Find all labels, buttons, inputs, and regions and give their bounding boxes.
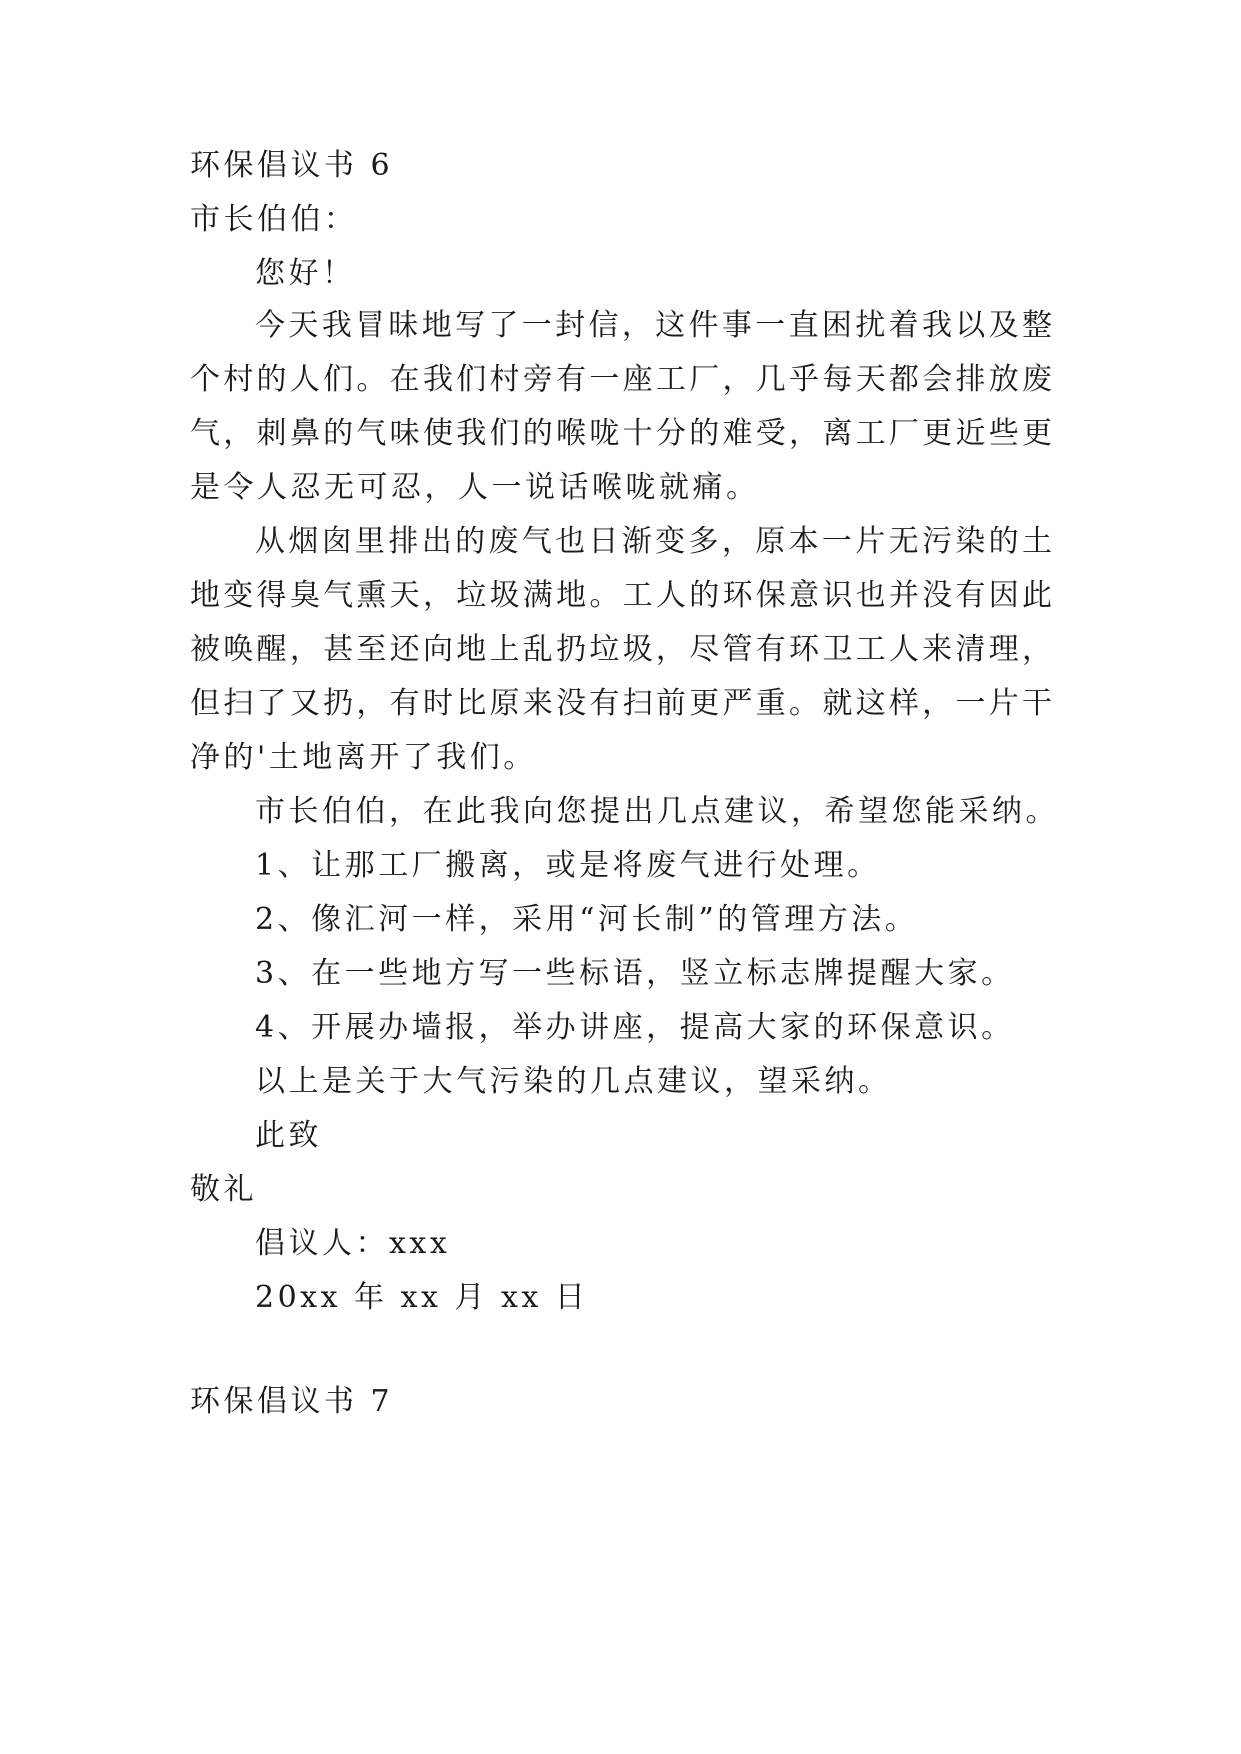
jingli: 敬礼 <box>190 1172 257 1207</box>
paragraph-line: 从烟囱里排出的废气也日渐变多，原本一片无污染的土 <box>255 524 1052 559</box>
paragraph-line: 地变得臭气熏天，垃圾满地。工人的环保意识也并没有因此 <box>190 578 1052 613</box>
suggestion-item: 1、让那工厂搬离，或是将废气进行处理。 <box>255 848 881 883</box>
paragraph-line: 是令人忍无可忍，人一说话喉咙就痛。 <box>190 470 760 505</box>
paragraph-line: 个村的人们。在我们村旁有一座工厂，几乎每天都会排放废 <box>190 362 1052 397</box>
suggestion-intro: 市长伯伯，在此我向您提出几点建议，希望您能采纳。 <box>255 794 1059 829</box>
date: 20xx 年 xx 月 xx 日 <box>255 1280 589 1315</box>
suggestion-item: 4、开展办墙报，举办讲座，提高大家的环保意识。 <box>255 1010 1015 1045</box>
paragraph-line: 净的'土地离开了我们。 <box>190 740 537 775</box>
paragraph-line: 气，刺鼻的气味使我们的喉咙十分的难受，离工厂更近些更 <box>190 416 1052 451</box>
section-title: 环保倡议书 7 <box>190 1384 394 1419</box>
paragraph-line: 被唤醒，甚至还向地上乱扔垃圾，尽管有环卫工人来清理， <box>190 632 1052 667</box>
cizhi: 此致 <box>255 1118 322 1153</box>
closing-line: 以上是关于大气污染的几点建议，望采纳。 <box>255 1064 892 1099</box>
salutation: 市长伯伯： <box>190 202 358 237</box>
suggestion-item: 3、在一些地方写一些标语，竖立标志牌提醒大家。 <box>255 956 1015 991</box>
paragraph-line: 但扫了又扔，有时比原来没有扫前更严重。就这样，一片干 <box>190 686 1052 721</box>
greeting: 您好！ <box>255 256 356 291</box>
suggestion-item: 2、像汇河一样，采用“河长制”的管理方法。 <box>255 902 919 937</box>
signer: 倡议人：xxx <box>255 1226 451 1261</box>
paragraph-line: 今天我冒昧地写了一封信，这件事一直困扰着我以及整 <box>255 308 1052 343</box>
section-title: 环保倡议书 6 <box>190 148 394 183</box>
